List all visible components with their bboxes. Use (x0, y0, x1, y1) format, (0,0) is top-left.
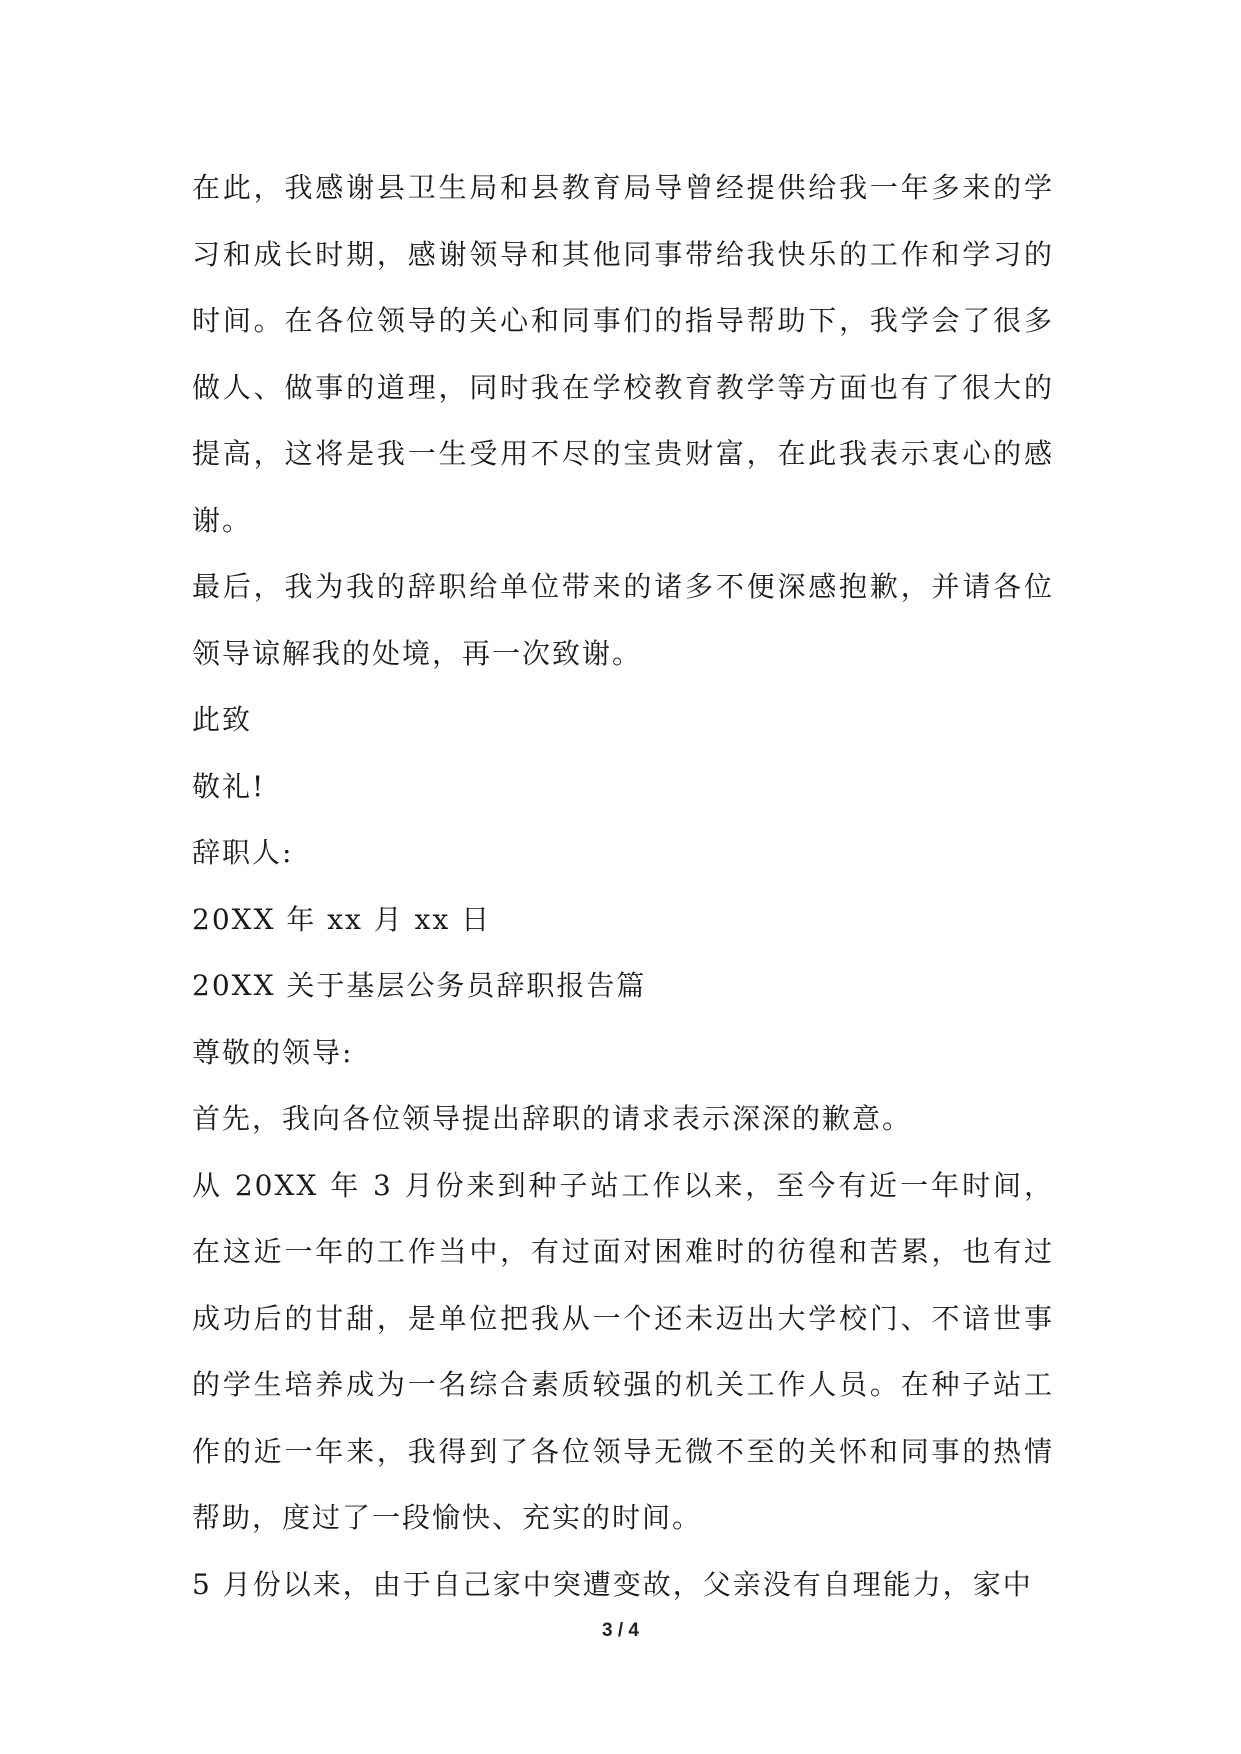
paragraph-family: 5 月份以来，由于自己家中突遭变故，父亲没有自理能力，家中 (192, 1567, 1033, 1601)
salute-line: 敬礼! (192, 769, 266, 803)
paragraph-first: 首先，我向各位领导提出辞职的请求表示深深的歉意。 (192, 1102, 913, 1135)
section-title: 20XX 关于基层公务员辞职报告篇 (192, 969, 647, 1002)
document-body (192, 155, 1054, 1618)
closing-line: 此致 (192, 703, 253, 736)
date-line: 20XX 年 xx 月 xx 日 (192, 902, 492, 936)
greeting-line: 尊敬的领导: (192, 1035, 354, 1069)
paragraph-work-history: 从 20XX 年 3 月份来到种子站工作以来，至今有近一年时间，在这近一年的工作当中，有过面对困难时的彷徨和苦累，也有过成功后的甘甜，是单位把我从一个还未迈出大学校门、不谙世事的学生培养成为一名综合素质较强的机关工作人员。在种子站工作的近一年来，我得到了各位领导无微不至的关怀和同事的热情帮助，度过了一段愉快、充实的时间。 (192, 1168, 1054, 1534)
page-number: 3 / 4 (602, 1620, 639, 1641)
paragraph-thanks: 在此，我感谢县卫生局和县教育局导曾经提供给我一年多来的学习和成长时期，感谢领导和其他同事带给我快乐的工作和学习的时间。在各位领导的关心和同事们的指导帮助下，我学会了很多做人、做事的道理，同时我在学校教育教学等方面也有了很大的提高，这将是我一生受用不尽的宝贵财富，在此我表示衷心的感谢。 (192, 171, 1054, 537)
signer-line: 辞职人: (192, 836, 294, 869)
paragraph-apology: 最后，我为我的辞职给单位带来的诸多不便深感抱歉，并请各位领导谅解我的处境，再一次致谢。 (192, 570, 1054, 670)
